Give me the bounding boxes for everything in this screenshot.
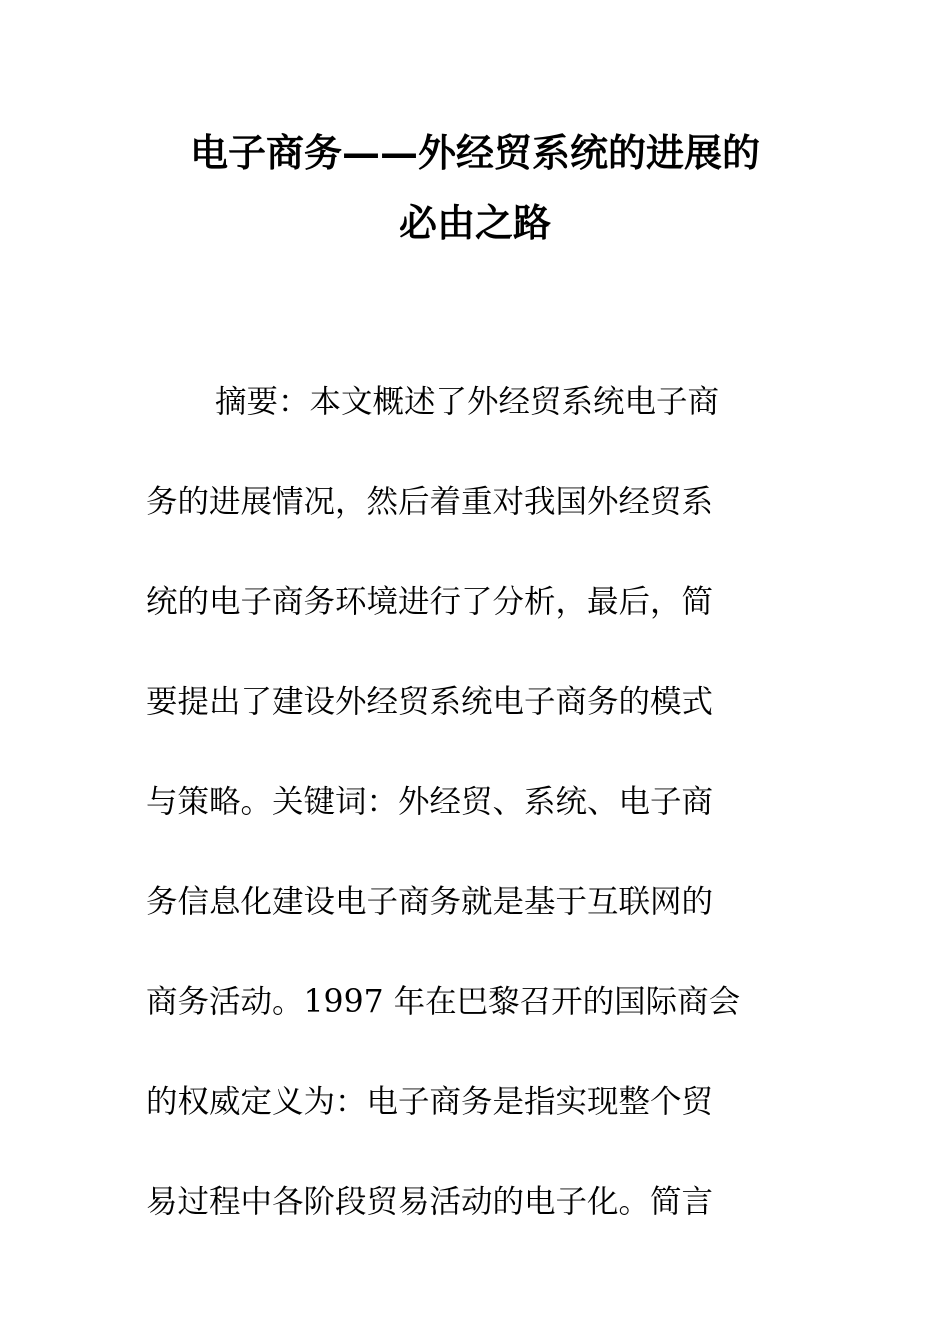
body-line-8: 的权威定义为：电子商务是指实现整个贸 [146,1084,714,1120]
abstract-body [146,352,806,1252]
body-line-6: 务信息化建设电子商务就是基于互联网的 [146,884,714,920]
body-line-9: 易过程中各阶段贸易活动的电子化。简言 [146,1184,714,1220]
body-line-5: 与策略。关键词：外经贸、系统、电子商 [146,784,714,820]
title-line-1: 电子商务——外经贸系统的进展的 [189,130,760,175]
body-line-2: 务的进展情况，然后着重对我国外经贸系 [146,484,714,520]
body-line-4: 要提出了建设外经贸系统电子商务的模式 [146,684,714,720]
document-title [0,118,950,258]
body-line-7: 商务活动。1997 年在巴黎召开的国际商会 [146,984,741,1020]
body-line-1: 摘要：本文概述了外经贸系统电子商 [215,384,720,420]
body-line-3: 统的电子商务环境进行了分析，最后，简 [146,584,714,620]
title-line-2: 必由之路 [398,200,551,245]
